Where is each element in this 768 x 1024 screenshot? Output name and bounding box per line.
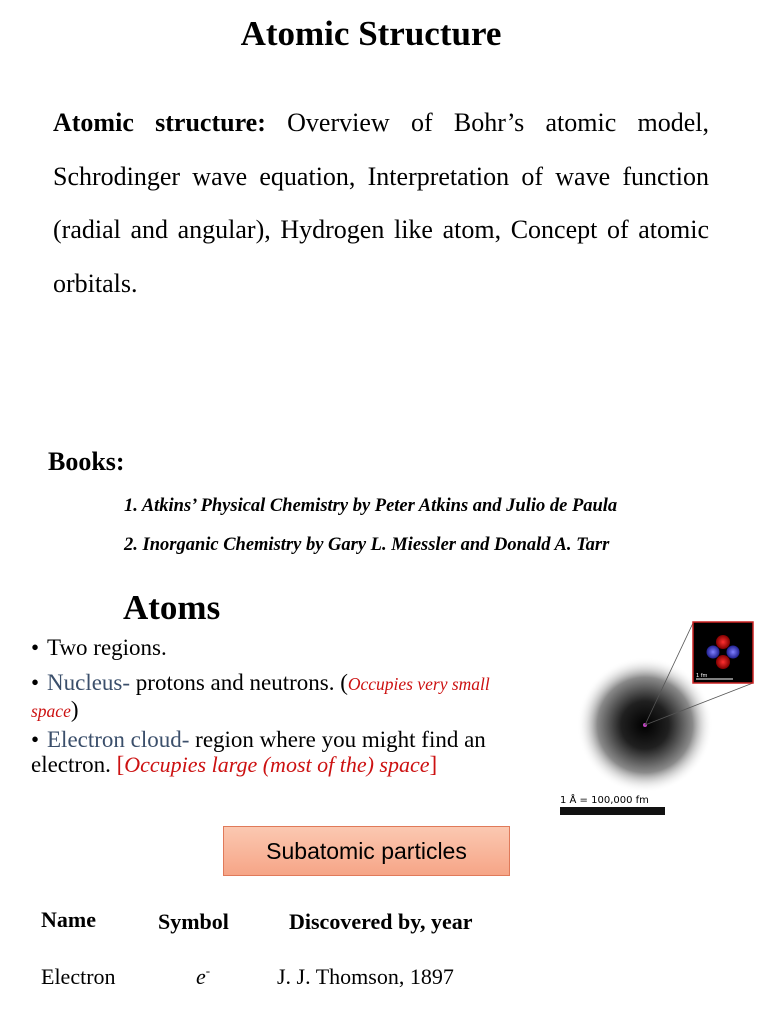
electron-cloud-term: Electron cloud- [47, 727, 190, 752]
bullet-two-regions [31, 635, 531, 660]
electron-cloud-close: ] [429, 752, 438, 777]
column-header-symbol: Symbol [158, 909, 229, 934]
symbol-base: e [196, 964, 206, 989]
bullet-dot: • [31, 670, 40, 695]
bullet-text: Two regions. [47, 635, 167, 660]
subatomic-particles-box: Subatomic particles [223, 826, 510, 876]
bullet-electron-cloud [31, 727, 531, 777]
electron-cloud-note: Occupies large (most of the) space [124, 752, 430, 777]
cell-discovered: J. J. Thomson, 1897 [277, 964, 454, 989]
atoms-heading: Atoms [123, 588, 221, 627]
electron-cloud-open: [ [116, 752, 125, 777]
intro-label: Atomic structure: [53, 108, 266, 137]
nucleus-text: protons and neutrons. ( [130, 670, 348, 695]
bullet-dot: • [31, 635, 40, 660]
proton-icon [716, 635, 730, 649]
nucleus-note: Occupies very small space [31, 674, 490, 721]
book-item: 1. Atkins’ Physical Chemistry by Peter Atkins and Julio de Paula [124, 496, 618, 516]
column-header-name: Name [41, 907, 96, 932]
cell-name: Electron [41, 964, 116, 989]
bullet-nucleus [31, 670, 531, 724]
cell-symbol [196, 963, 210, 991]
atom-illustration [555, 615, 760, 820]
nucleus-term: Nucleus- [47, 670, 131, 695]
books-heading: Books: [48, 447, 125, 476]
nucleus-close: ) [70, 697, 79, 722]
neutron-icon [727, 646, 740, 659]
inset-scale-label: 1 fm [696, 673, 708, 679]
intro-text: Overview of Bohr’s atomic model, Schrodinger wave equation, Interpretation of wave function (radial and angular), Hydrogen like atom, Concept of atomic orbitals. [53, 108, 710, 298]
neutron-icon [707, 646, 720, 659]
symbol-superscript: - [205, 963, 211, 978]
bullet-dot: • [31, 727, 40, 752]
page-title: Atomic Structure [240, 14, 502, 53]
book-item: 2. Inorganic Chemistry by Gary L. Miessler and Donald A. Tarr [124, 535, 610, 555]
proton-icon [716, 655, 730, 669]
column-header-discovered: Discovered by, year [289, 909, 473, 934]
scale-bar [560, 807, 665, 815]
atom-figure [555, 615, 760, 820]
intro-paragraph [53, 96, 709, 310]
electron-cloud-text: region where you might find an electron. [31, 727, 486, 777]
scale-label: 1 Å = 100,000 fm [560, 795, 649, 806]
